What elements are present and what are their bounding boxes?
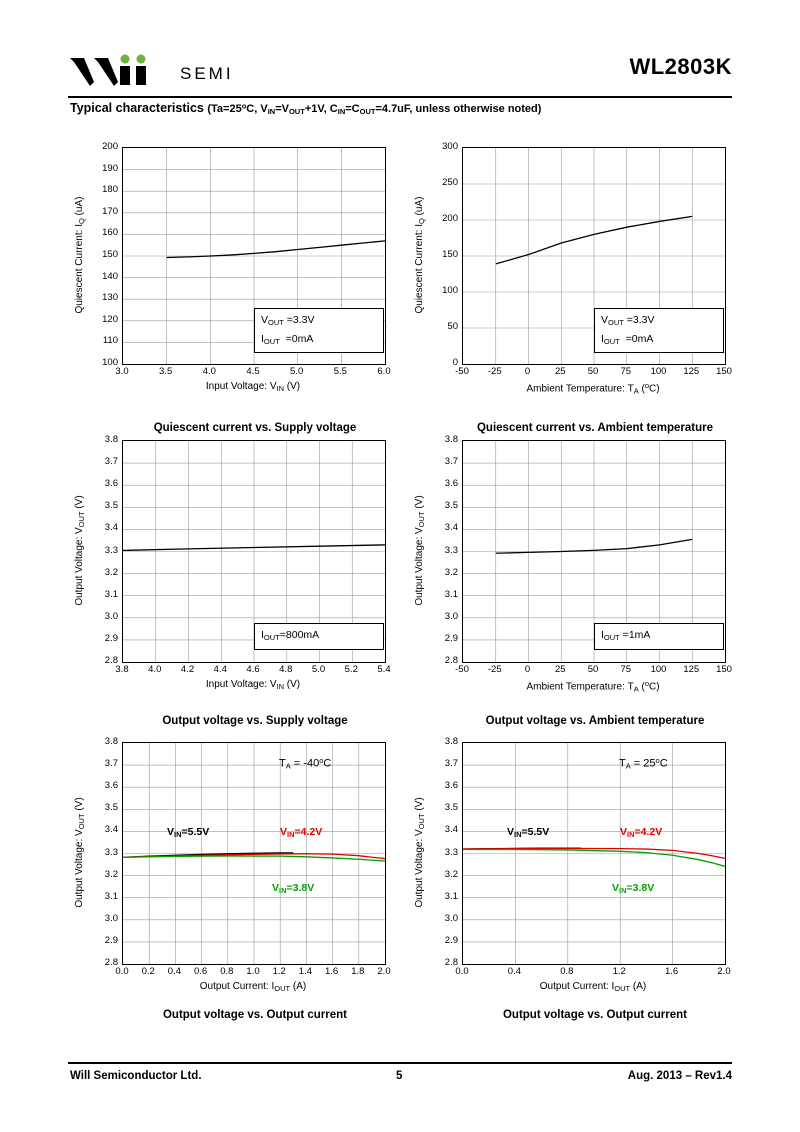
x-tick-label: 100: [650, 366, 667, 377]
y-tick-label: 3.5: [444, 500, 458, 512]
y-tick-label: 3.4: [444, 824, 458, 836]
x-tick-label: 4.6: [246, 664, 260, 675]
y-tick-label: 2.8: [444, 655, 458, 666]
y-tick-label: 3.3: [104, 846, 118, 858]
x-tick-label: 5.5: [333, 366, 347, 377]
y-tick-label: 3.2: [444, 868, 458, 880]
chart-annotation-box: [594, 623, 724, 650]
x-tick-label: 4.0: [202, 366, 216, 377]
x-axis-label: Output Current: $I_{OUT}$ (A): [199, 981, 307, 993]
y-tick-label: 3.7: [444, 456, 458, 468]
y-tick-label: 200: [102, 141, 118, 152]
x-axis-label: Input Voltage: $V_{IN}$ (V): [205, 679, 301, 691]
chart-caption: Output voltage vs. Supply voltage: [162, 715, 348, 727]
y-tick-label: 200: [442, 213, 458, 224]
x-tick-label: 5.0: [311, 664, 326, 675]
x-tick-label: 0.0: [455, 966, 469, 977]
y-tick-label: 130: [102, 292, 118, 304]
y-tick-label: 160: [102, 227, 118, 239]
footer-divider: [68, 1062, 732, 1064]
x-tick-label: 1.6: [324, 966, 339, 977]
x-tick-label: 0.8: [220, 966, 234, 977]
chart-vout-vs-iout-m40: [122, 742, 386, 965]
y-tick-label: 2.9: [104, 632, 118, 644]
y-axis-label: Output Voltage: $V_{OUT}$ (V): [414, 797, 426, 908]
x-tick-label: 2.0: [717, 966, 731, 977]
x-tick-label: 0.0: [115, 966, 129, 977]
y-tick-label: 3.6: [104, 478, 118, 490]
x-tick-label: 6.0: [377, 366, 391, 377]
x-tick-label: 125: [683, 664, 700, 675]
x-tick-label: 1.8: [351, 966, 365, 977]
y-tick-label: 3.7: [444, 758, 458, 770]
y-tick-label: 2.9: [444, 934, 458, 946]
y-tick-label: 3.3: [444, 846, 458, 858]
x-tick-label: 0: [524, 366, 531, 377]
x-axis-label: Output Current: $I_{OUT}$ (A): [539, 981, 647, 993]
x-axis-label: Ambient Temperature: $T_A$ ($^o$C): [526, 381, 660, 396]
series-line: [167, 241, 385, 258]
footer-revision: Aug. 2013 – Rev1.4: [627, 1070, 732, 1082]
y-tick-label: 140: [102, 270, 118, 282]
x-tick-label: 3.5: [159, 366, 173, 377]
curve-label: $V_{IN}=4.2V$: [620, 826, 663, 839]
y-tick-label: 3.0: [444, 610, 458, 622]
x-tick-label: 5.2: [344, 664, 358, 675]
chart-annotation-line: $V_{OUT} =3.3V$: [261, 314, 315, 327]
x-tick-label: 5.0: [290, 366, 304, 377]
y-tick-label: 3.4: [104, 824, 118, 836]
y-tick-label: 110: [102, 335, 118, 347]
will-logo-icon: [68, 52, 188, 92]
y-tick-label: 2.8: [104, 957, 118, 968]
y-tick-label: 3.6: [104, 780, 118, 792]
logo-semi-text: SEMI: [180, 64, 234, 83]
x-tick-label: -50: [455, 366, 469, 377]
chart-annotation-box: [254, 308, 384, 353]
x-tick-label: -25: [487, 664, 502, 675]
y-tick-label: 3.1: [104, 588, 118, 600]
curve-label: $V_{IN}=3.8V$: [272, 882, 315, 895]
y-tick-label: 100: [442, 285, 458, 296]
y-tick-label: 3.2: [104, 868, 118, 880]
y-tick-label: 50: [447, 321, 458, 332]
x-tick-label: 0.6: [193, 966, 208, 977]
chart-annotation-line: $V_{OUT} =3.3V$: [601, 314, 655, 327]
x-tick-label: 0.2: [141, 966, 155, 977]
curve-label: $V_{IN}=4.2V$: [280, 826, 323, 839]
x-tick-label: 0.4: [167, 966, 181, 977]
page-header: [68, 52, 732, 98]
chart-annotation-box: [594, 308, 724, 353]
x-tick-label: 3.8: [115, 664, 129, 675]
y-tick-label: 3.8: [104, 736, 118, 747]
y-tick-label: 3.1: [444, 890, 458, 902]
y-tick-label: 3.2: [444, 566, 458, 578]
footer-company: Will Semiconductor Ltd.: [70, 1070, 202, 1082]
y-tick-label: 180: [102, 184, 118, 196]
x-tick-label: 125: [683, 366, 700, 377]
x-tick-label: 0: [524, 664, 531, 675]
curve-label: $V_{IN}=3.8V$: [612, 882, 655, 895]
y-tick-label: 300: [442, 141, 458, 152]
x-tick-label: 4.4: [213, 664, 227, 675]
header-divider: [68, 96, 732, 98]
y-tick-label: 3.0: [104, 610, 118, 622]
x-tick-label: -25: [487, 366, 502, 377]
chart-annotation-line: $I_{OUT}=800mA$: [261, 629, 320, 642]
chart-annotation-line: $I_{OUT} =1mA$: [601, 629, 651, 642]
y-tick-label: 2.9: [104, 934, 118, 946]
y-tick-label: 250: [442, 177, 458, 188]
y-tick-label: 150: [102, 249, 118, 260]
chart-caption: Quiescent current vs. Supply voltage: [153, 422, 357, 434]
x-tick-label: 1.2: [272, 966, 286, 977]
chart-caption: Output voltage vs. Ambient temperature: [485, 715, 705, 727]
part-number: WL2803K: [629, 54, 732, 79]
x-tick-label: 25: [554, 664, 566, 675]
x-tick-label: 25: [554, 366, 566, 377]
x-tick-label: 4.8: [279, 664, 293, 675]
x-tick-label: 4.5: [246, 366, 260, 377]
y-tick-label: 3.7: [104, 456, 118, 468]
y-axis-label: Output Voltage: $V_{OUT}$ (V): [74, 495, 86, 606]
chart-corner-label: $T_A = 25^oC$: [619, 756, 668, 771]
x-tick-label: 50: [587, 366, 599, 377]
y-tick-label: 2.8: [104, 655, 118, 666]
y-tick-label: 150: [442, 249, 458, 260]
y-tick-label: 3.6: [444, 478, 458, 490]
x-tick-label: 1.4: [298, 966, 312, 977]
y-axis-label: Output Voltage: $V_{OUT}$ (V): [74, 797, 86, 908]
page-title-conditions: ($Ta=25^oC$, $V_{IN}=V_{OUT}+1V$, $C_{IN}=C_{OUT}=4.7uF$, unless otherwise noted): [207, 101, 542, 116]
x-tick-label: 3.0: [115, 366, 129, 377]
chart-corner-label: $T_A = -40^oC$: [279, 756, 332, 771]
y-tick-label: 3.4: [104, 522, 118, 534]
chart-annotation-line: $I_{OUT} =0mA$: [261, 332, 314, 346]
x-tick-label: 5.4: [377, 664, 391, 675]
y-tick-label: 3.5: [104, 500, 118, 512]
chart-caption: Output voltage vs. Output current: [502, 1009, 687, 1021]
y-tick-label: 3.3: [444, 544, 458, 556]
y-tick-label: 3.8: [444, 434, 458, 445]
x-tick-label: 0.4: [507, 966, 521, 977]
chart-caption: Output voltage vs. Output current: [162, 1009, 347, 1021]
y-tick-label: 3.0: [444, 912, 458, 924]
x-axis-label: Input Voltage: $V_{IN}$ (V): [205, 381, 301, 393]
x-tick-label: 1.2: [612, 966, 626, 977]
y-tick-label: 170: [102, 205, 118, 217]
company-logo: [68, 52, 298, 92]
y-tick-label: 3.0: [104, 912, 118, 924]
y-tick-label: 2.8: [444, 957, 458, 968]
x-tick-label: 1.0: [246, 966, 260, 977]
y-tick-label: 100: [102, 357, 118, 368]
x-axis-label: Ambient Temperature: $T_A$ ($^o$C): [526, 679, 660, 694]
x-tick-label: -50: [455, 664, 469, 675]
chart-canvas: [123, 743, 385, 964]
curve-label: $V_{IN}=5.5V$: [507, 826, 550, 839]
y-tick-label: 3.7: [104, 758, 118, 770]
x-tick-label: 50: [587, 664, 599, 675]
y-tick-label: 2.9: [444, 632, 458, 644]
y-tick-label: 3.8: [104, 434, 118, 445]
chart-vout-vs-iout-25: [462, 742, 726, 965]
x-tick-label: 100: [650, 664, 667, 675]
x-tick-label: 4.0: [148, 664, 162, 675]
chart-canvas: [463, 743, 725, 964]
x-tick-label: 75: [620, 366, 632, 377]
y-tick-label: 3.2: [104, 566, 118, 578]
y-axis-label: Quiescent Current: $I_Q$ (uA): [74, 196, 86, 314]
y-tick-label: 3.8: [444, 736, 458, 747]
chart-annotation-line: $I_{OUT} =0mA$: [601, 332, 654, 346]
x-tick-label: 0.8: [560, 966, 574, 977]
y-tick-label: 3.1: [104, 890, 118, 902]
y-tick-label: 0: [452, 357, 458, 368]
y-tick-label: 3.4: [444, 522, 458, 534]
x-tick-label: 1.6: [664, 966, 679, 977]
y-tick-label: 3.1: [444, 588, 458, 600]
x-tick-label: 2.0: [377, 966, 391, 977]
y-tick-label: 3.3: [104, 544, 118, 556]
y-tick-label: 3.6: [444, 780, 458, 792]
x-tick-label: 150: [716, 366, 732, 377]
chart-annotation-box: [254, 623, 384, 650]
chart-caption: Quiescent current vs. Ambient temperature: [476, 422, 714, 434]
y-tick-label: 120: [102, 313, 118, 325]
footer-page-number: 5: [396, 1070, 403, 1082]
y-tick-label: 190: [102, 162, 118, 174]
page-title: [70, 101, 740, 116]
y-tick-label: 3.5: [104, 802, 118, 814]
y-axis-label: Quiescent Current: $I_Q$ (uA): [414, 196, 426, 314]
x-tick-label: 150: [716, 664, 732, 675]
x-tick-label: 4.2: [180, 664, 195, 675]
y-tick-label: 3.5: [444, 802, 458, 814]
curve-label: $V_{IN}=5.5V$: [167, 826, 210, 839]
x-tick-label: 75: [620, 664, 632, 675]
y-axis-label: Output Voltage: $V_{OUT}$ (V): [414, 495, 426, 606]
page-title-main: Typical characteristics: [70, 101, 204, 115]
